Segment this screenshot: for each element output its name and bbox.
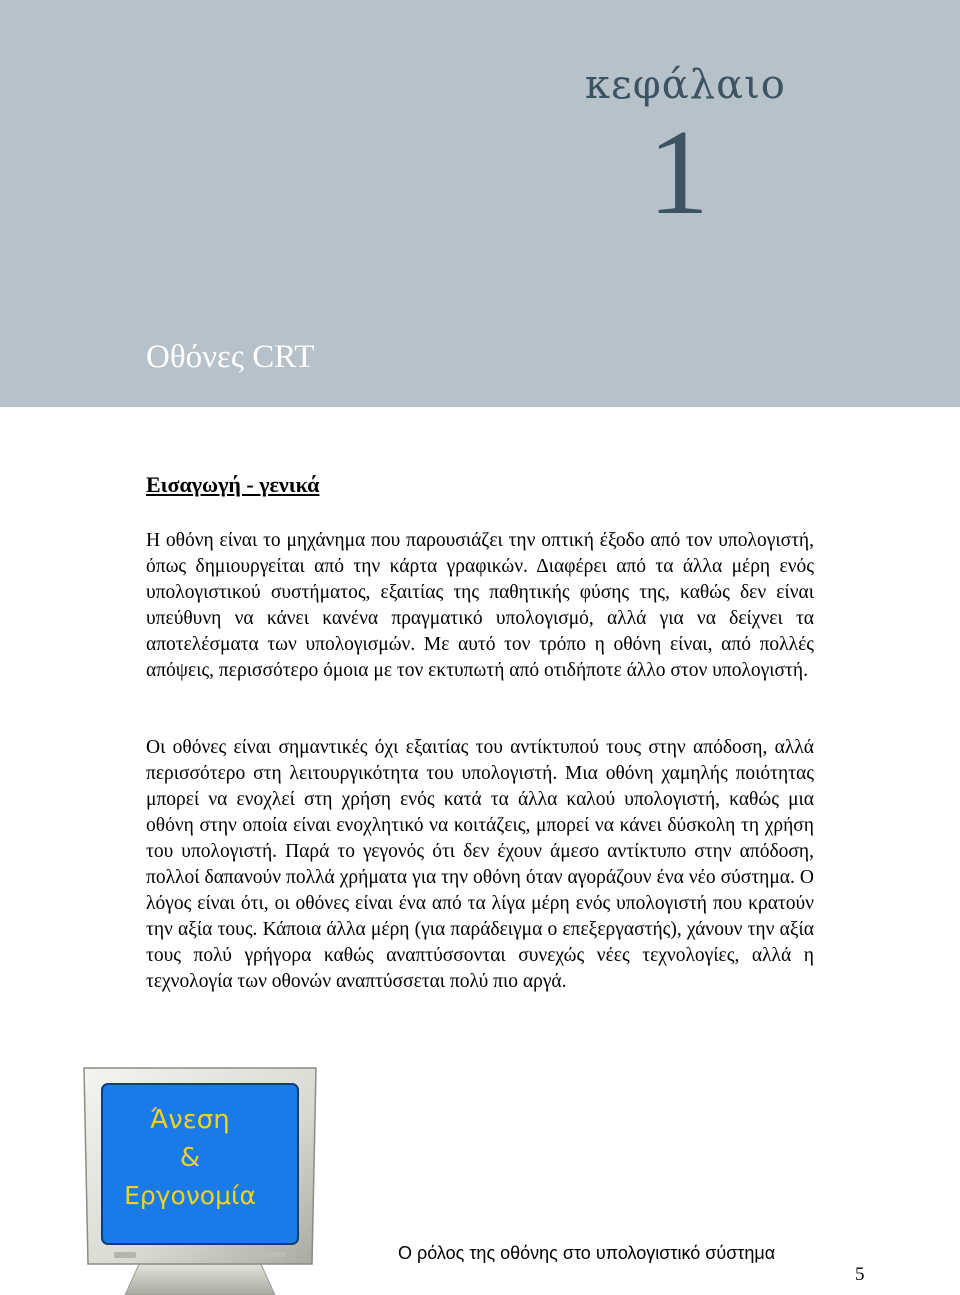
crt-monitor-illustration	[80, 1066, 320, 1295]
screen-line-2: &	[179, 1143, 201, 1173]
chapter-word: κεφάλαιο	[585, 62, 786, 108]
chapter-title: Οθόνες CRT	[146, 339, 315, 375]
body-paragraph-2: Οι οθόνες είναι σημαντικές όχι εξαιτίας του αντίκτυπού τους στην απόδοση, αλλά περισσότερο στη λειτουργικότητα του υπολογιστή. Μια οθόνη χαμηλής ποιότητας μπορεί να ενοχλεί στη χρήση ενός κατά τα άλλα καλού υπολογιστή, καθώς μια οθόνη στην οποία είναι ενοχλητικό να κοιτάζεις, μπορεί να κάνει δύσκολη τη χρήση του υπολογιστή. Παρά το γεγονός ότι δεν έχουν άμεσο αντίκτυπο στην απόδοση, πολλοί δαπανούν πολλά χρήματα για την οθόνη όταν αγοράζουν ένα νέο σύστημα. Ο λόγος είναι ότι, οι οθόνες είναι ένα από τα λίγα μέρη ενός υπολογιστή που κρατούν την αξία τους. Κάποια άλλα μέρη (για παράδειγμα ο επεξεργαστής), χάνουν την αξία τους πολύ γρήγορα καθώς αναπτύσσονται συνεχώς νέες τεχνολογίες, αλλά η τεχνολογία των οθονών αναπτύσσεται πολύ πιο αργά.	[146, 737, 814, 992]
page-number: 5	[855, 1264, 865, 1285]
power-button-icon	[114, 1252, 136, 1258]
monitor-stand	[125, 1262, 275, 1295]
chapter-header-band	[0, 0, 960, 407]
footer-caption: Ο ρόλος της οθόνης στο υπολογιστικό σύστημα	[398, 1243, 776, 1263]
screen-line-1: Άνεση	[150, 1105, 230, 1135]
section-heading: Εισαγωγή - γενικά	[146, 472, 320, 497]
screen-line-3: Εργονομία	[124, 1181, 256, 1210]
chapter-number: 1	[648, 105, 709, 240]
brand-plate	[256, 1252, 286, 1257]
body-paragraph-1: Η οθόνη είναι το μηχάνημα που παρουσιάζει την οπτική έξοδο από τον υπολογιστή, όπως δημιουργείται από την κάρτα γραφικών. Διαφέρει από τα άλλα μέρη ενός υπολογιστικού συστήματος, εξαιτίας της παθητικής φύσης της, καθώς δεν είναι υπεύθυνη να κάνει κανένα πραγματικό υπολογισμό, αλλά για να δείχνει τα αποτελέσματα των υπολογισμών. Με αυτό τον τρόπο η οθόνη είναι, από πολλές απόψεις, περισσότερο όμοια με τον εκτυπωτή από οτιδήποτε άλλο στον υπολογιστή.	[146, 530, 814, 681]
